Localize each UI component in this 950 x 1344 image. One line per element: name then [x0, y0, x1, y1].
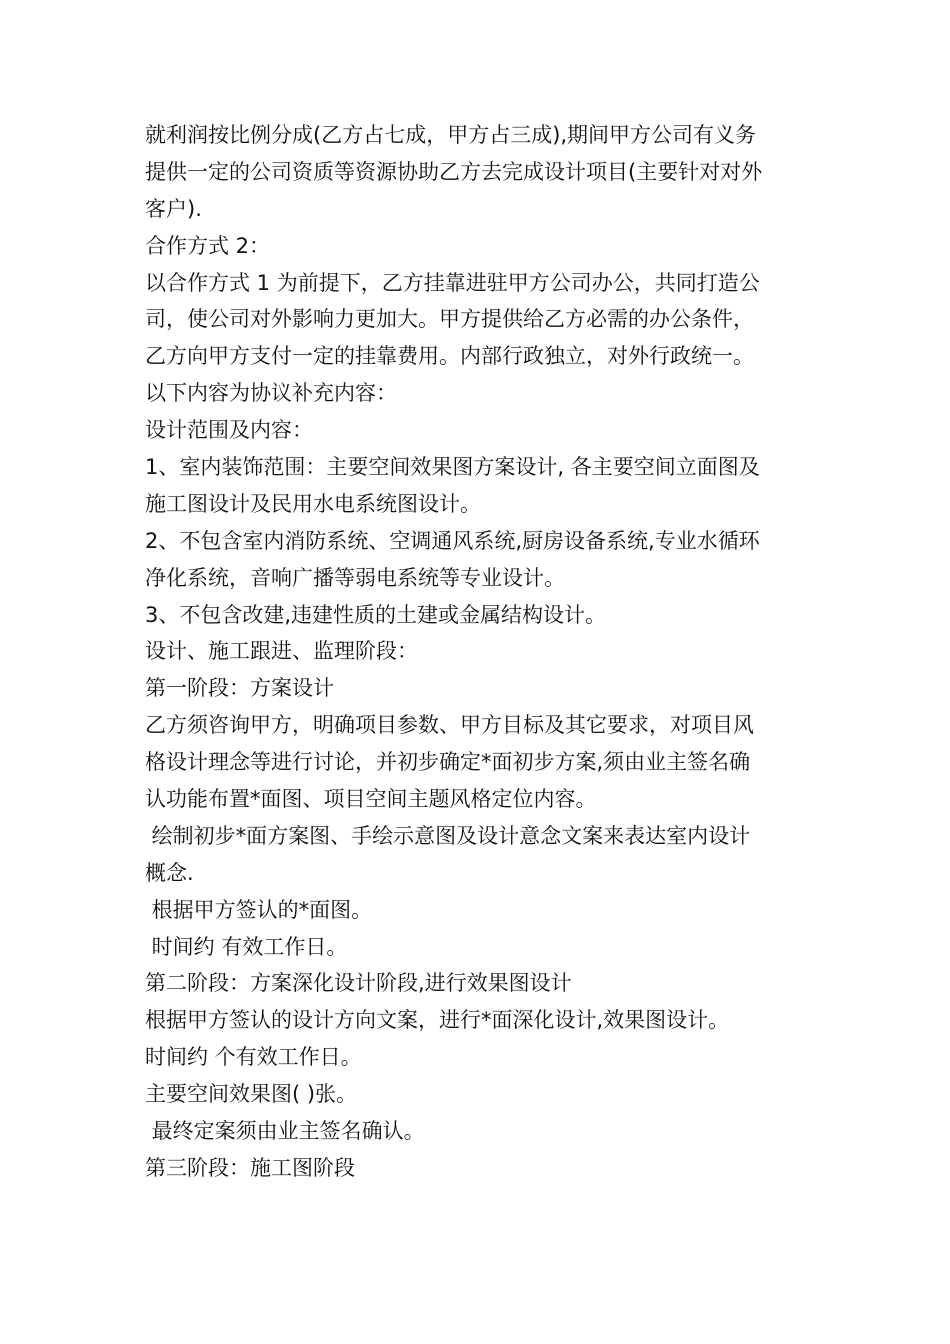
text-line: 提供一定的公司资质等资源协助乙方去完成设计项目(主要针对对外	[145, 159, 763, 184]
text-line: 时间约 有效工作日。	[145, 934, 348, 959]
text-line: 3、不包含改建,违建性质的土建或金属结构设计。	[145, 602, 607, 627]
text-line: 第三阶段：施工图阶段	[145, 1155, 355, 1180]
document-body	[145, 117, 813, 1187]
text-line: 以合作方式 1 为前提下，乙方挂靠进驻甲方公司办公，共同打造公	[145, 270, 760, 295]
text-line: 合作方式 2：	[145, 233, 271, 258]
text-line: 最终定案须由业主签名确认。	[145, 1119, 425, 1144]
text-line: 就利润按比例分成(乙方占七成，甲方占三成),期间甲方公司有义务	[145, 123, 757, 147]
text-line: 绘制初步*面方案图、手绘示意图及设计意念文案来表达室内设计	[145, 823, 751, 848]
text-line: 根据甲方签认的*面图。	[145, 897, 373, 922]
text-line: 客户).	[145, 196, 202, 221]
text-line: 主要空间效果图( )张。	[145, 1082, 358, 1107]
text-line: 乙方须咨询甲方，明确项目参数、甲方目标及其它要求，对项目风	[145, 713, 754, 738]
text-line: 第一阶段：方案设计	[145, 676, 334, 701]
text-line: 概念.	[145, 860, 194, 885]
text-line: 第二阶段：方案深化设计阶段,进行效果图设计	[145, 971, 572, 996]
text-line: 以下内容为协议补充内容：	[145, 381, 397, 406]
text-line: 施工图设计及民用水电系统图设计。	[145, 491, 481, 516]
text-line: 设计、施工跟进、监理阶段：	[145, 639, 418, 664]
text-line: 司，使公司对外影响力更加大。甲方提供给乙方必需的办公条件，	[145, 307, 754, 332]
text-line: 2、不包含室内消防系统、空调通风系统,厨房设备系统,专业水循环	[145, 528, 760, 553]
text-line: 1、室内装饰范围：主要空间效果图方案设计, 各主要空间立面图及	[145, 455, 760, 480]
text-line: 净化系统，音响广播等弱电系统等专业设计。	[145, 565, 565, 590]
text-line: 乙方向甲方支付一定的挂靠费用。内部行政独立，对外行政统一。	[145, 344, 754, 369]
text-line: 设计范围及内容：	[145, 418, 313, 443]
text-line: 时间约 个有效工作日。	[145, 1045, 362, 1070]
text-line: 认功能布置*面图、项目空间主题风格定位内容。	[145, 787, 597, 812]
text-line: 根据甲方签认的设计方向文案，进行*面深化设计,效果图设计。	[145, 1008, 730, 1033]
text-line: 格设计理念等进行讨论，并初步确定*面初步方案,须由业主签名确	[145, 750, 751, 775]
